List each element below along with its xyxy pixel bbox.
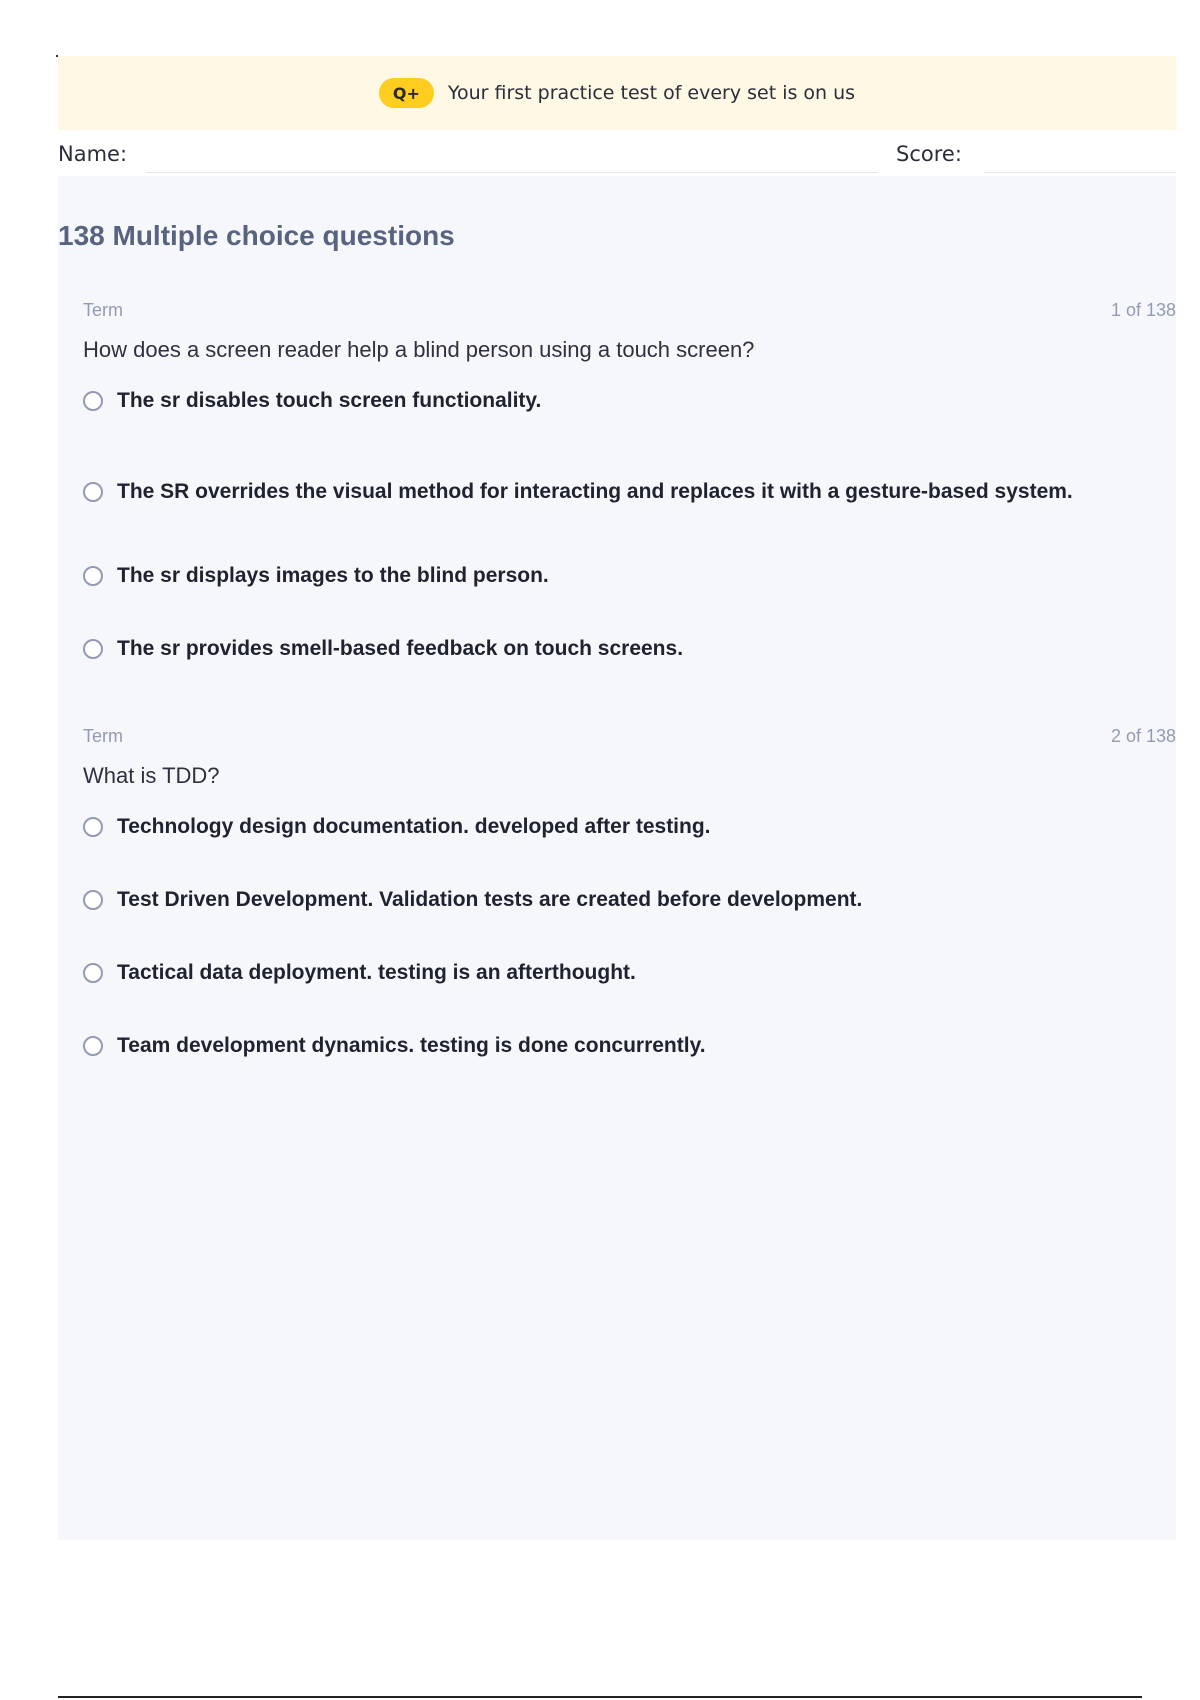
- radio-button-icon[interactable]: [83, 817, 103, 837]
- promo-banner[interactable]: [58, 56, 1176, 130]
- answer-option[interactable]: [83, 456, 1176, 528]
- answer-option-text: Team development dynamics. testing is done concurrently.: [117, 1034, 706, 1057]
- answer-option[interactable]: [83, 631, 1176, 667]
- answer-option-text: The SR overrides the visual method for interacting and replaces it with a gesture-based system.: [117, 480, 1073, 503]
- name-label: Name:: [58, 142, 128, 166]
- name-score-row: [58, 130, 1176, 176]
- radio-button-icon[interactable]: [83, 963, 103, 983]
- quizlet-plus-badge: Q+: [379, 78, 434, 108]
- bottom-divider: [58, 1696, 1142, 1698]
- answer-option-text: The sr disables touch screen functionality.: [117, 389, 542, 412]
- radio-button-icon[interactable]: [83, 566, 103, 586]
- practice-test-page: [58, 56, 1176, 1540]
- answer-option[interactable]: [83, 558, 1176, 594]
- score-label: Score:: [896, 142, 962, 166]
- answer-option[interactable]: [83, 809, 1176, 845]
- question-counter: 2 of 138: [1110, 726, 1176, 746]
- promo-text: Your first practice test of every set is on us: [447, 82, 856, 104]
- answer-option-text: Test Driven Development. Validation tests are created before development.: [117, 888, 863, 911]
- question-prompt: How does a screen reader help a blind person using a touch screen?: [83, 337, 755, 362]
- answer-option[interactable]: [83, 1028, 1176, 1064]
- answer-option[interactable]: [83, 955, 1176, 991]
- answer-options: [83, 383, 1176, 667]
- question-counter: 1 of 138: [1110, 300, 1176, 320]
- section-title: 138 Multiple choice questions: [58, 220, 455, 251]
- name-field-line[interactable]: [146, 172, 878, 173]
- answer-options: [83, 809, 1176, 1064]
- answer-option[interactable]: [83, 882, 1176, 918]
- question-card: [83, 300, 1176, 704]
- radio-button-icon[interactable]: [83, 1036, 103, 1056]
- question-prompt: What is TDD?: [83, 763, 220, 788]
- answer-option-text: Technology design documentation. developed after testing.: [117, 815, 711, 838]
- radio-button-icon[interactable]: [83, 391, 103, 411]
- radio-button-icon[interactable]: [83, 639, 103, 659]
- radio-button-icon[interactable]: [83, 482, 103, 502]
- radio-button-icon[interactable]: [83, 890, 103, 910]
- answer-option[interactable]: [83, 383, 1176, 419]
- term-label: Term: [83, 300, 123, 320]
- answer-option-text: Tactical data deployment. testing is an afterthought.: [117, 961, 636, 984]
- question-card: [83, 726, 1176, 1101]
- score-field-line[interactable]: [984, 172, 1176, 173]
- term-label: Term: [83, 726, 123, 746]
- answer-option-text: The sr provides smell-based feedback on touch screens.: [117, 637, 684, 660]
- answer-option-text: The sr displays images to the blind person.: [117, 564, 549, 587]
